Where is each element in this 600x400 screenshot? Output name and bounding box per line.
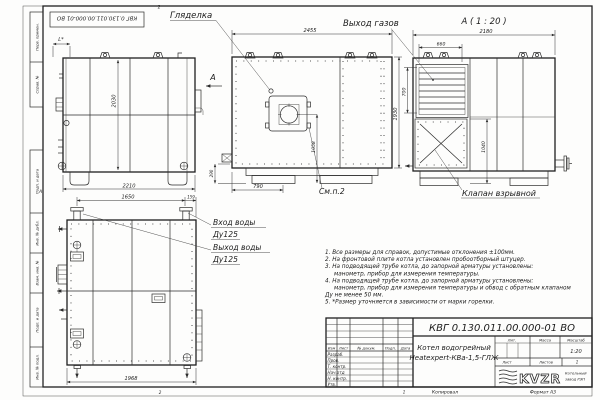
margin-inv-podl: Инв. № подл. [35, 354, 40, 380]
th-mass: Масса [539, 338, 551, 343]
note-line-8: 5. *Размер уточняется в зависимости от марки горелки. [325, 299, 495, 306]
th-sheet: Лист [502, 360, 512, 365]
lifting-lug [518, 53, 528, 59]
dim-grille-h: 700 [402, 87, 408, 97]
dim-side-l: L* [58, 37, 64, 43]
view-a-base [405, 166, 548, 186]
footer-format: Формат А3 [529, 390, 557, 396]
water-outlet-stub [71, 208, 83, 221]
dim-valve-h: 1040 [482, 141, 487, 153]
margin-boxes [30, 12, 43, 387]
th-scale: Масштаб [567, 338, 585, 343]
rear-right-fittings [152, 294, 202, 361]
tr-tkontr: Т. контр. [327, 364, 347, 369]
note-line-2: 2. На фронтовой плите котла установлен пробоотборный штуцер. [325, 257, 526, 264]
dim-a-width: 2180 [479, 29, 493, 35]
tb-doc-number: КВГ 0.130.011.00.000-01 ВО [428, 323, 576, 334]
tb-name-line2: Heatexpert-КВа-1,5-ГЛЖ [409, 354, 499, 362]
note-line-5: 4. На подводящей трубе котла, до запорной арматуры установлены: [325, 278, 534, 285]
rotated-doc-number: КВГ 0.130.011.00.000-01 ВО [56, 14, 138, 21]
note-line-3: 3. На подводящей трубе котла, до запорной арматуры установлены: [325, 264, 534, 271]
tr-razrab: Разраб. [327, 352, 344, 357]
lifting-lug [532, 53, 542, 59]
tb-sheets-value: 1 [575, 359, 579, 365]
zone-top-number: 2 [157, 4, 161, 10]
sight-glass [269, 89, 273, 93]
note-line-6: манометр, прибор для измерения температуры и обвод с обратным клапаном [334, 285, 571, 292]
dim-side-height: 2030 [111, 94, 118, 108]
water-in-label: Вход воды [213, 218, 256, 227]
dim-rear-offset: 159 [187, 194, 195, 200]
th-sheets: Листов [539, 360, 553, 365]
notes-block [324, 250, 571, 306]
lifting-lug [423, 53, 433, 59]
tr-utv: Утв. [327, 382, 337, 387]
company-logo [499, 370, 587, 386]
water-out-dn: Ду125 [213, 255, 238, 264]
zone-footer-number: 1 [402, 389, 406, 395]
margin-inv-dubl: Инв. № дубл. [35, 220, 40, 246]
dim-rear-width: 1968 [124, 376, 138, 382]
sight-glass-callout [170, 11, 270, 90]
explosion-valve-panel [415, 119, 467, 168]
zone-letter: А [39, 190, 43, 195]
lifting-lug [153, 53, 163, 59]
side-dims [53, 37, 195, 192]
tr-nkontr: Н. контр. [327, 376, 348, 381]
front-base [222, 154, 378, 184]
th-lit: Лит. [507, 338, 517, 343]
margin-vzam-inv: Взам. инв. № [35, 260, 40, 286]
footer-copied: Копировал [431, 390, 459, 396]
company-line1: Котельный [565, 371, 587, 376]
dim-front-axis: 1058 [311, 141, 317, 153]
note-line-1: 1. Все размеры для справок, допустимые отклонения ±100мм. [325, 250, 515, 256]
rotated-doc-box [50, 12, 144, 27]
sight-glass-label: Гляделка [170, 11, 213, 21]
view-a-dims [402, 29, 556, 184]
burner-plate [266, 96, 311, 131]
th-data: Дата [400, 346, 411, 351]
water-inlet-stub [180, 208, 192, 221]
see-note-callout [309, 128, 345, 196]
dim-front-width: 2455 [303, 28, 317, 34]
view-a [343, 17, 572, 198]
side-view [53, 37, 222, 192]
gas-outlet-label: Выход газов [343, 19, 399, 29]
water-callouts [83, 213, 270, 265]
zone-bottom-number: 2 [158, 390, 162, 395]
gas-outlet-grille [416, 65, 468, 118]
tb-name-line1: Котел водогрейный [417, 344, 491, 352]
drain-flange [180, 162, 188, 170]
tr-prov: Пров. [327, 358, 340, 363]
margin-podp-data-1: Подп. и дата [35, 168, 40, 195]
note-line-7: Ду не менее 50 мм. [325, 292, 384, 299]
margin-sprav: Справ. № [35, 75, 40, 94]
lifting-lug [100, 53, 110, 59]
logo-text: KVZR [518, 371, 562, 386]
dim-front-base-h: 290 [209, 169, 214, 178]
dim-front-base-w: 790 [253, 184, 263, 190]
foot [168, 172, 187, 185]
rear-view [57, 195, 271, 385]
dim-rear-span: 1650 [121, 194, 135, 201]
dim-grille-w: 660 [436, 42, 446, 48]
gas-outlet-callout [343, 19, 434, 81]
dim-front-height: 1930 [393, 107, 399, 121]
lifting-lug [439, 53, 449, 59]
note-line-4: манометр, прибор для измерения температуры. [334, 271, 480, 278]
rear-dims [67, 195, 196, 385]
see-note-label: См.п.2 [319, 187, 345, 196]
view-a-arrow [206, 73, 222, 86]
margin-podp-data-2: Подп. и дата [35, 307, 40, 333]
th-izm: Изм [327, 346, 336, 351]
water-out-label: Выход воды [213, 243, 262, 252]
rear-left-fittings [57, 226, 84, 348]
foot [70, 172, 89, 185]
view-arrow-letter: А [210, 73, 216, 82]
th-list: Лист [338, 346, 349, 351]
dim-side-width: 2210 [122, 183, 136, 190]
th-doc: № докум. [357, 346, 376, 351]
water-in-dn: Ду125 [213, 230, 238, 239]
front-view [170, 11, 402, 196]
view-a-title: А ( 1 : 20 ) [461, 17, 507, 27]
title-block [326, 318, 592, 396]
drain-flange [58, 162, 66, 170]
company-line2: завод РЭП [565, 377, 585, 382]
explosion-valve-callout [435, 150, 540, 198]
th-podp: Подп. [384, 346, 397, 351]
explosion-valve-label: Клапан взрывной [462, 189, 537, 198]
side-pipe-flange [555, 156, 572, 171]
margin-perv-primen: Перв. примен. [35, 23, 40, 51]
tb-scale-value: 1:20 [570, 349, 582, 355]
tr-nachotd: Нач.отд [327, 370, 345, 375]
